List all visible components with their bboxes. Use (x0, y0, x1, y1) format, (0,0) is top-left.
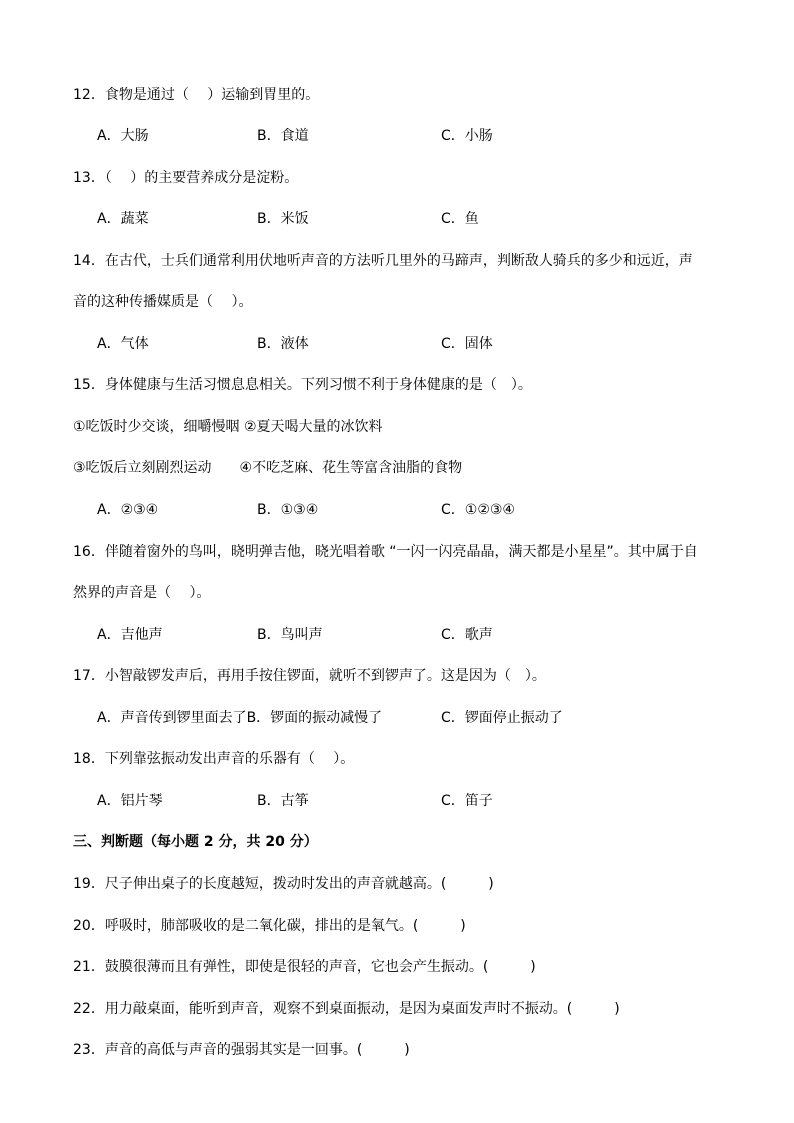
question-12-option-b: B．食道 (257, 128, 309, 144)
question-18-option-b: B．古筝 (257, 793, 309, 809)
section-3-heading: 三、判断题（每小题 2 分，共 20 分） (73, 834, 318, 850)
question-19: 19．尺子伸出桌子的长度越短，拨动时发出的声音就越高。( ) (73, 876, 494, 892)
question-16-option-b: B．鸟叫声 (257, 627, 323, 643)
question-15-items-line-1: ①吃饭时少交谈，细嚼慢咽 ②夏天喝大量的冰饮料 (73, 419, 383, 435)
question-15-stem: 15．身体健康与生活习惯息息相关。下列习惯不利于身体健康的是（ ）。 (73, 377, 532, 393)
question-15-option-a: A．②③④ (97, 502, 159, 518)
question-17-option-ab: A．声音传到锣里面去了B．锣面的振动减慢了 (97, 710, 383, 726)
question-18-option-c: C．笛子 (441, 793, 493, 809)
question-12-stem: 12．食物是通过（ ）运输到胃里的。 (73, 87, 320, 103)
question-15-option-b: B．①③④ (257, 502, 319, 518)
question-16-option-a: A．吉他声 (97, 627, 163, 643)
question-13-option-b: B．米饭 (257, 211, 309, 227)
question-13-stem: 13．（ ）的主要营养成分是淀粉。 (73, 170, 299, 186)
question-15-option-c: C．①②③④ (441, 502, 515, 518)
question-16-stem-line-2: 然界的声音是（ ）。 (73, 585, 211, 601)
question-16-option-c: C．歌声 (441, 627, 493, 643)
question-14-option-c: C．固体 (441, 336, 493, 352)
question-17-stem: 17．小智敲锣发声后，再用手按住锣面，就听不到锣声了。这是因为（ ）。 (73, 668, 546, 684)
question-23: 23．声音的高低与声音的强弱其实是一回事。( ) (73, 1042, 410, 1058)
question-13-option-c: C．鱼 (441, 211, 479, 227)
question-14-option-b: B．液体 (257, 336, 309, 352)
question-22: 22．用力敲桌面，能听到声音，观察不到桌面振动，是因为桌面发声时不振动。( ) (73, 1001, 620, 1017)
question-12-option-a: A．大肠 (97, 128, 149, 144)
question-12-option-c: C．小肠 (441, 128, 493, 144)
question-18-option-a: A．铝片琴 (97, 793, 163, 809)
question-20: 20．呼吸时，肺部吸收的是二氧化碳，排出的是氧气。( ) (73, 918, 466, 934)
question-16-stem-line-1: 16．伴随着窗外的鸟叫，晓明弹吉他，晓光唱着歌 “一闪一闪亮晶晶，满天都是小星星”。其中属于自 (73, 544, 698, 560)
question-21: 21．鼓膜很薄而且有弹性，即使是很轻的声音，它也会产生振动。( ) (73, 959, 536, 975)
question-18-stem: 18．下列靠弦振动发出声音的乐器有（ ）。 (73, 751, 355, 767)
question-14-option-a: A．气体 (97, 336, 149, 352)
question-15-items-line-2: ③吃饭后立刻剧烈运动 ④不吃芝麻、花生等富含油脂的食物 (73, 460, 463, 476)
question-13-option-a: A．蔬菜 (97, 211, 149, 227)
question-17-option-c: C．锣面停止振动了 (441, 710, 563, 726)
question-14-stem-line-2: 音的这种传播媒质是（ ）。 (73, 294, 253, 310)
question-14-stem-line-1: 14．在古代，士兵们通常利用伏地听声音的方法听几里外的马蹄声，判断敌人骑兵的多少和远近，声 (73, 253, 693, 269)
